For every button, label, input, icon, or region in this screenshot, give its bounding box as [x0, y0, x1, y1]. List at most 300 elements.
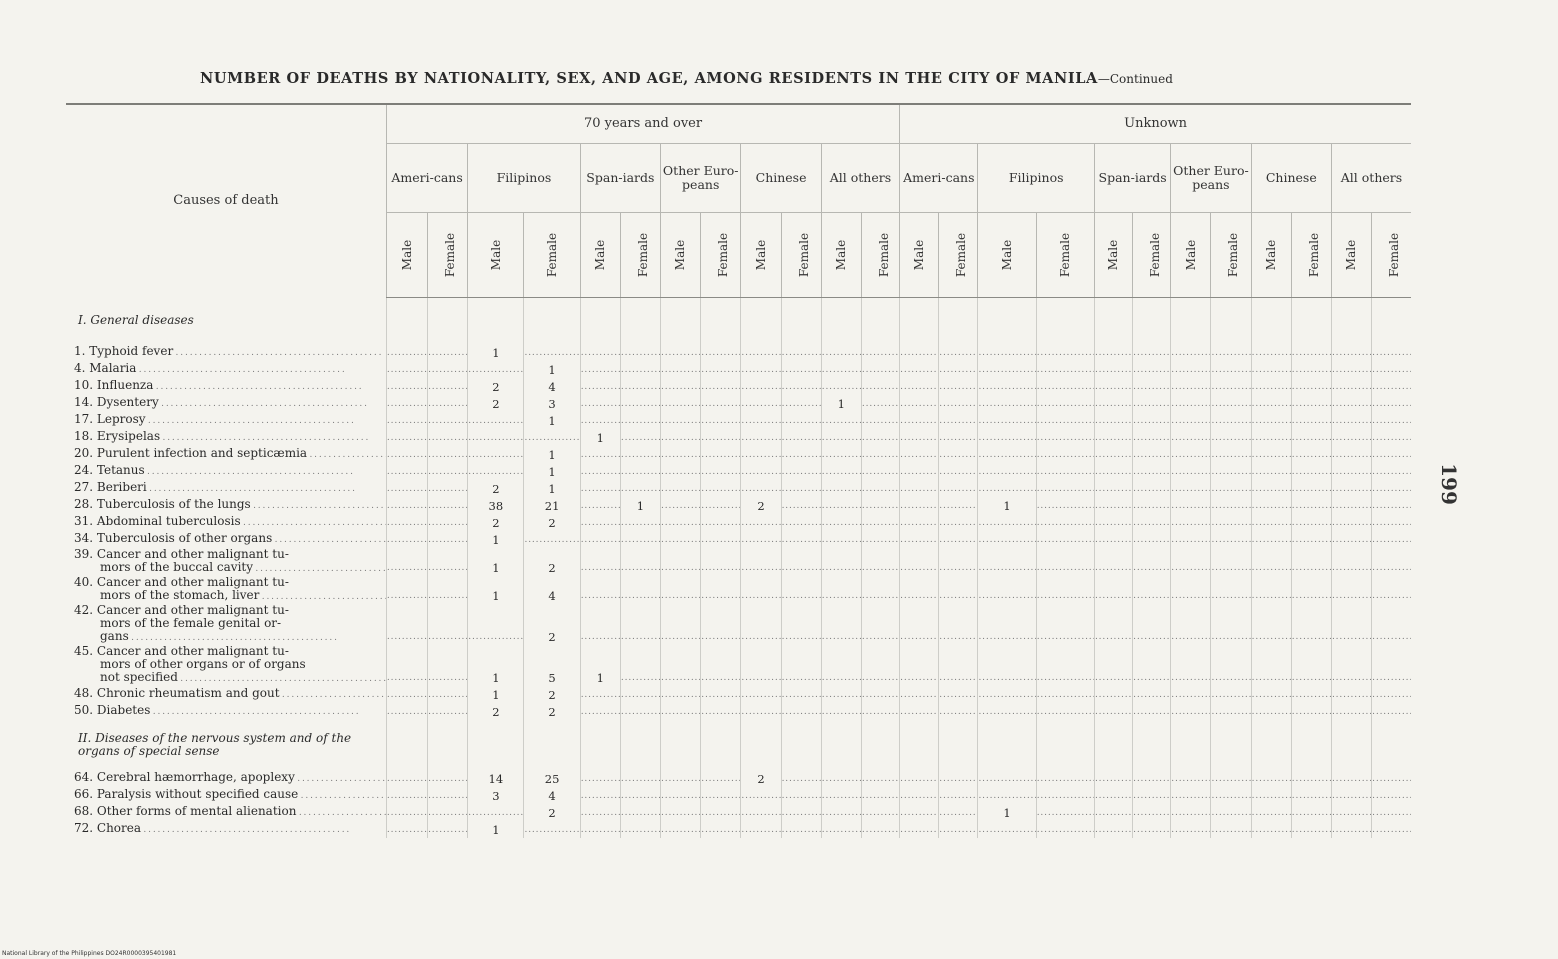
empty-cell	[1211, 821, 1251, 838]
empty-cell	[1331, 548, 1371, 576]
empty-cell	[386, 514, 427, 531]
empty-cell	[1291, 429, 1331, 446]
empty-cell	[701, 446, 741, 463]
empty-cell	[1251, 361, 1291, 378]
empty-cell	[1211, 412, 1251, 429]
table-header	[66, 104, 1411, 298]
sex-label: Female	[1058, 232, 1073, 278]
cause-text: 68. Other forms of mental alienation . . .	[74, 805, 386, 820]
empty-cell	[1251, 604, 1291, 645]
empty-cell	[741, 344, 781, 361]
cause-text: 39. Cancer and other malignant tu-	[74, 547, 289, 561]
blank-cell	[900, 298, 939, 344]
sex-header	[741, 213, 781, 298]
table-row	[66, 480, 1411, 497]
sex-label: Male	[488, 239, 503, 271]
empty-cell	[1211, 514, 1251, 531]
empty-cell	[701, 770, 741, 787]
empty-cell	[1036, 344, 1094, 361]
empty-cell	[861, 821, 899, 838]
cause-name	[66, 576, 386, 604]
empty-cell	[1036, 703, 1094, 720]
empty-cell	[661, 429, 701, 446]
empty-cell	[1211, 548, 1251, 576]
empty-cell	[620, 804, 660, 821]
count-cell: 38	[468, 497, 524, 514]
empty-cell	[1171, 804, 1211, 821]
empty-cell	[620, 703, 660, 720]
empty-cell	[1094, 361, 1132, 378]
empty-cell	[428, 429, 468, 446]
empty-cell	[978, 344, 1036, 361]
empty-cell	[1094, 686, 1132, 703]
empty-cell	[821, 344, 861, 361]
cause-name	[66, 645, 386, 686]
empty-cell	[701, 787, 741, 804]
empty-cell	[900, 531, 939, 548]
empty-cell	[661, 645, 701, 686]
age-group-header: 70 years and over	[386, 104, 899, 144]
empty-cell	[781, 497, 821, 514]
empty-cell	[741, 429, 781, 446]
nationality-header: Filipinos	[468, 144, 580, 213]
empty-cell	[741, 645, 781, 686]
empty-cell	[1331, 604, 1371, 645]
empty-cell	[939, 787, 978, 804]
empty-cell	[861, 378, 899, 395]
empty-cell	[939, 480, 978, 497]
section-heading: II. Diseases of the nervous system and of the organs of special sense	[78, 730, 352, 758]
empty-cell	[468, 463, 524, 480]
empty-cell	[1251, 429, 1291, 446]
empty-cell	[620, 412, 660, 429]
cause-text: 18. Erysipelas . . .	[74, 430, 386, 445]
table-row	[66, 344, 1411, 361]
cause-text: mors of other organs or of organs	[100, 657, 306, 671]
empty-cell	[781, 446, 821, 463]
sex-label: Male	[1183, 239, 1198, 271]
empty-cell	[1251, 514, 1291, 531]
empty-cell	[861, 645, 899, 686]
empty-cell	[1291, 703, 1331, 720]
empty-cell	[661, 686, 701, 703]
empty-cell	[661, 514, 701, 531]
causes-of-death-header: Causes of death	[66, 104, 386, 298]
empty-cell	[900, 480, 939, 497]
empty-cell	[1036, 395, 1094, 412]
sex-header	[661, 213, 701, 298]
count-cell: 2	[468, 514, 524, 531]
empty-cell	[661, 395, 701, 412]
empty-cell	[1211, 604, 1251, 645]
empty-cell	[939, 770, 978, 787]
empty-cell	[939, 604, 978, 645]
empty-cell	[386, 344, 427, 361]
table-row	[66, 645, 1411, 686]
empty-cell	[701, 395, 741, 412]
empty-cell	[1036, 604, 1094, 645]
empty-cell	[1331, 497, 1371, 514]
empty-cell	[1171, 686, 1211, 703]
empty-cell	[386, 412, 427, 429]
empty-cell	[1094, 344, 1132, 361]
empty-cell	[701, 463, 741, 480]
blank-cell	[1171, 298, 1211, 344]
empty-cell	[781, 514, 821, 531]
blank-cell	[781, 720, 821, 770]
empty-cell	[741, 604, 781, 645]
cause-text: 14. Dysentery . . .	[74, 396, 386, 411]
empty-cell	[428, 548, 468, 576]
sex-label: Female	[716, 232, 731, 278]
empty-cell	[1331, 463, 1371, 480]
empty-cell	[580, 576, 620, 604]
empty-cell	[1094, 604, 1132, 645]
empty-cell	[1171, 446, 1211, 463]
blank-cell	[1291, 298, 1331, 344]
empty-cell	[900, 703, 939, 720]
empty-cell	[821, 703, 861, 720]
empty-cell	[1171, 787, 1211, 804]
count-cell: 21	[524, 497, 580, 514]
empty-cell	[1036, 576, 1094, 604]
empty-cell	[1291, 446, 1331, 463]
empty-cell	[1291, 412, 1331, 429]
empty-cell	[821, 463, 861, 480]
empty-cell	[1331, 645, 1371, 686]
cause-text: 45. Cancer and other malignant tu-	[74, 644, 289, 658]
sex-header	[1094, 213, 1132, 298]
empty-cell	[939, 446, 978, 463]
count-cell: 1	[524, 480, 580, 497]
empty-cell	[1171, 604, 1211, 645]
empty-cell	[620, 770, 660, 787]
table-row	[66, 531, 1411, 548]
blank-cell	[821, 720, 861, 770]
empty-cell	[468, 412, 524, 429]
empty-cell	[428, 395, 468, 412]
empty-cell	[1372, 604, 1411, 645]
empty-cell	[978, 821, 1036, 838]
empty-cell	[821, 361, 861, 378]
empty-cell	[386, 429, 427, 446]
empty-cell	[1291, 604, 1331, 645]
empty-cell	[1036, 412, 1094, 429]
nationality-header: Chinese	[741, 144, 821, 213]
empty-cell	[580, 821, 620, 838]
empty-cell	[1171, 548, 1211, 576]
empty-cell	[386, 378, 427, 395]
cause-name	[66, 378, 386, 395]
empty-cell	[428, 497, 468, 514]
table-row	[66, 429, 1411, 446]
cause-text: 66. Paralysis without specified cause . . .	[74, 788, 386, 803]
empty-cell	[821, 548, 861, 576]
empty-cell	[939, 429, 978, 446]
empty-cell	[1171, 429, 1211, 446]
empty-cell	[620, 787, 660, 804]
empty-cell	[781, 531, 821, 548]
empty-cell	[978, 361, 1036, 378]
empty-cell	[386, 703, 427, 720]
count-cell: 2	[524, 804, 580, 821]
empty-cell	[428, 344, 468, 361]
nationality-header: Ameri-cans	[900, 144, 978, 213]
empty-cell	[861, 770, 899, 787]
empty-cell	[781, 429, 821, 446]
sex-label: Male	[673, 239, 688, 271]
nationality-header: Span-iards	[1094, 144, 1170, 213]
empty-cell	[580, 344, 620, 361]
table-row	[66, 395, 1411, 412]
empty-cell	[1331, 514, 1371, 531]
empty-cell	[661, 361, 701, 378]
nationality-header: Ameri-cans	[386, 144, 467, 213]
empty-cell	[1291, 395, 1331, 412]
empty-cell	[781, 804, 821, 821]
sex-label: Male	[1264, 239, 1279, 271]
empty-cell	[701, 531, 741, 548]
cause-name	[66, 395, 386, 412]
page-title	[200, 70, 1310, 87]
empty-cell	[580, 412, 620, 429]
empty-cell	[821, 645, 861, 686]
title-continued: —Continued	[1097, 72, 1173, 86]
count-cell: 1	[468, 645, 524, 686]
sex-label: Male	[1000, 239, 1015, 271]
empty-cell	[661, 787, 701, 804]
empty-cell	[1133, 686, 1171, 703]
empty-cell	[620, 378, 660, 395]
empty-cell	[1133, 412, 1171, 429]
empty-cell	[1251, 412, 1291, 429]
empty-cell	[524, 821, 580, 838]
blank-cell	[1331, 298, 1371, 344]
empty-cell	[861, 480, 899, 497]
empty-cell	[900, 548, 939, 576]
empty-cell	[741, 480, 781, 497]
empty-cell	[1291, 787, 1331, 804]
blank-cell	[661, 298, 701, 344]
footer-credit: National Library of the Philippines DO24R0000395401981	[2, 950, 177, 957]
sex-header	[1251, 213, 1291, 298]
empty-cell	[1372, 412, 1411, 429]
nationality-header: Other Euro-peans	[1171, 144, 1251, 213]
empty-cell	[900, 645, 939, 686]
empty-cell	[1291, 645, 1331, 686]
empty-cell	[939, 703, 978, 720]
empty-cell	[900, 361, 939, 378]
empty-cell	[1211, 463, 1251, 480]
cause-name	[66, 514, 386, 531]
blank-cell	[1372, 298, 1411, 344]
cause-text: 4. Malaria . . .	[74, 362, 386, 377]
empty-cell	[1372, 548, 1411, 576]
empty-cell	[978, 686, 1036, 703]
empty-cell	[1372, 446, 1411, 463]
count-cell: 2	[468, 480, 524, 497]
empty-cell	[939, 412, 978, 429]
empty-cell	[1094, 576, 1132, 604]
empty-cell	[1331, 787, 1371, 804]
empty-cell	[900, 770, 939, 787]
empty-cell	[1133, 770, 1171, 787]
sex-header	[939, 213, 978, 298]
empty-cell	[861, 686, 899, 703]
blank-cell	[580, 720, 620, 770]
cause-name	[66, 548, 386, 576]
empty-cell	[1094, 480, 1132, 497]
empty-cell	[468, 604, 524, 645]
empty-cell	[1372, 645, 1411, 686]
empty-cell	[580, 703, 620, 720]
empty-cell	[900, 344, 939, 361]
empty-cell	[386, 463, 427, 480]
empty-cell	[900, 463, 939, 480]
empty-cell	[661, 412, 701, 429]
nationality-header: All others	[1331, 144, 1411, 213]
empty-cell	[978, 703, 1036, 720]
empty-cell	[1133, 497, 1171, 514]
empty-cell	[939, 378, 978, 395]
empty-cell	[861, 446, 899, 463]
sex-label: Male	[1344, 239, 1359, 271]
empty-cell	[1251, 531, 1291, 548]
empty-cell	[1171, 497, 1211, 514]
empty-cell	[900, 604, 939, 645]
empty-cell	[386, 804, 427, 821]
empty-cell	[1036, 361, 1094, 378]
nationality-header: Span-iards	[580, 144, 660, 213]
sex-header	[1211, 213, 1251, 298]
empty-cell	[386, 787, 427, 804]
count-cell: 1	[524, 446, 580, 463]
empty-cell	[781, 686, 821, 703]
cause-name	[66, 787, 386, 804]
empty-cell	[861, 531, 899, 548]
blank-cell	[620, 720, 660, 770]
empty-cell	[1133, 703, 1171, 720]
empty-cell	[821, 514, 861, 531]
empty-cell	[1291, 480, 1331, 497]
blank-cell	[861, 720, 899, 770]
empty-cell	[1331, 480, 1371, 497]
empty-cell	[1171, 821, 1211, 838]
page-number: 199	[1436, 463, 1461, 505]
empty-cell	[428, 821, 468, 838]
cause-name	[66, 446, 386, 463]
empty-cell	[1133, 344, 1171, 361]
cause-text: 72. Chorea . . .	[74, 822, 386, 837]
empty-cell	[741, 576, 781, 604]
empty-cell	[1291, 686, 1331, 703]
empty-cell	[661, 446, 701, 463]
empty-cell	[580, 604, 620, 645]
blank-cell	[468, 298, 524, 344]
empty-cell	[1331, 378, 1371, 395]
empty-cell	[1211, 576, 1251, 604]
empty-cell	[1372, 804, 1411, 821]
empty-cell	[661, 804, 701, 821]
blank-cell	[580, 298, 620, 344]
empty-cell	[1331, 429, 1371, 446]
count-cell: 2	[524, 548, 580, 576]
blank-cell	[939, 720, 978, 770]
table-row	[66, 770, 1411, 787]
empty-cell	[1036, 429, 1094, 446]
empty-cell	[781, 604, 821, 645]
empty-cell	[861, 361, 899, 378]
empty-cell	[900, 429, 939, 446]
sex-header	[524, 213, 580, 298]
empty-cell	[1036, 378, 1094, 395]
sex-label: Male	[1106, 239, 1121, 271]
empty-cell	[701, 645, 741, 686]
sex-header	[428, 213, 468, 298]
blank-cell	[1133, 298, 1171, 344]
cause-text: 40. Cancer and other malignant tu-	[74, 575, 289, 589]
empty-cell	[781, 378, 821, 395]
sex-label: Female	[1148, 232, 1163, 278]
empty-cell	[1211, 686, 1251, 703]
cause-name	[66, 686, 386, 703]
empty-cell	[741, 446, 781, 463]
sex-header	[1372, 213, 1411, 298]
count-cell: 25	[524, 770, 580, 787]
cause-name	[66, 497, 386, 514]
empty-cell	[741, 548, 781, 576]
empty-cell	[428, 463, 468, 480]
empty-cell	[861, 576, 899, 604]
empty-cell	[741, 531, 781, 548]
cause-text: mors of the stomach, liver . . .	[74, 589, 386, 604]
blank-cell	[701, 720, 741, 770]
empty-cell	[978, 770, 1036, 787]
empty-cell	[1251, 395, 1291, 412]
empty-cell	[580, 378, 620, 395]
empty-cell	[939, 463, 978, 480]
empty-cell	[1331, 395, 1371, 412]
sex-label: Female	[1306, 232, 1321, 278]
empty-cell	[580, 463, 620, 480]
empty-cell	[428, 686, 468, 703]
table-row	[66, 821, 1411, 838]
sex-label: Female	[636, 232, 650, 278]
cause-text: 42. Cancer and other malignant tu-	[74, 603, 289, 617]
empty-cell	[1211, 804, 1251, 821]
empty-cell	[978, 429, 1036, 446]
empty-cell	[978, 787, 1036, 804]
empty-cell	[781, 787, 821, 804]
count-cell: 4	[524, 787, 580, 804]
empty-cell	[1094, 645, 1132, 686]
empty-cell	[428, 378, 468, 395]
empty-cell	[939, 344, 978, 361]
empty-cell	[1094, 787, 1132, 804]
empty-cell	[781, 480, 821, 497]
sex-header	[821, 213, 861, 298]
empty-cell	[620, 686, 660, 703]
cause-text: 48. Chronic rheumatism and gout . . .	[74, 687, 386, 702]
empty-cell	[939, 576, 978, 604]
nationality-header: Chinese	[1251, 144, 1331, 213]
count-cell: 2	[524, 604, 580, 645]
sex-header	[1036, 213, 1094, 298]
empty-cell	[1291, 770, 1331, 787]
blank-cell	[1251, 298, 1291, 344]
empty-cell	[821, 480, 861, 497]
sex-label: Female	[545, 232, 560, 278]
